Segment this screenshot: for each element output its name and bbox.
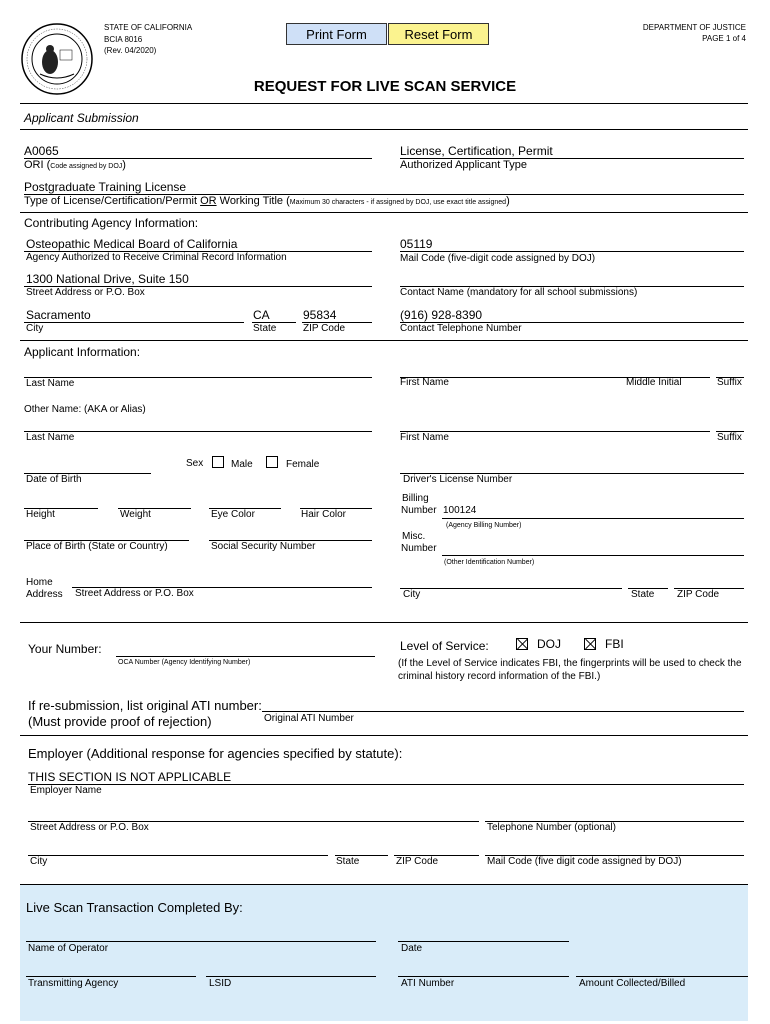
transmitting-agency-label: Transmitting Agency xyxy=(28,978,119,989)
employer-state-label: State xyxy=(336,856,360,867)
home-address-label: Home xyxy=(26,577,53,588)
level-of-service-label: Level of Service: xyxy=(400,639,489,653)
amount-collected-label: Amount Collected/Billed xyxy=(579,978,686,989)
ati-number-field[interactable] xyxy=(398,976,569,977)
agency-billing-number-label: (Agency Billing Number) xyxy=(446,522,522,529)
your-number-label: Your Number: xyxy=(28,642,102,656)
eye-color-label: Eye Color xyxy=(211,509,255,520)
department-label: DEPARTMENT OF JUSTICE xyxy=(642,23,746,32)
print-form-button[interactable]: Print Form xyxy=(286,23,387,45)
operator-name-field[interactable] xyxy=(26,941,376,942)
contributing-agency-heading: Contributing Agency Information: xyxy=(24,216,199,230)
billing-number-label: Billing xyxy=(402,493,429,504)
aka-suffix-label: Suffix xyxy=(717,432,742,443)
agency-address-label: Street Address or P.O. Box xyxy=(26,287,145,298)
agency-state-field[interactable]: CA xyxy=(253,308,270,322)
place-of-birth-label: Place of Birth (State or Country) xyxy=(26,541,168,552)
other-id-label: (Other Identification Number) xyxy=(444,559,535,566)
employer-name-field[interactable]: THIS SECTION IS NOT APPLICABLE xyxy=(28,770,232,784)
home-street-label: Street Address or P.O. Box xyxy=(75,588,194,599)
height-label: Height xyxy=(26,509,55,520)
female-label: Female xyxy=(286,459,320,470)
female-checkbox[interactable] xyxy=(266,456,278,468)
agency-zip-label: ZIP Code xyxy=(303,323,346,334)
employer-zip-label: ZIP Code xyxy=(396,856,439,867)
employer-heading: Employer (Additional response for agencies specified by statute): xyxy=(28,746,403,761)
license-type-label: Type of License/Certification/Permit OR Working Title (Maximum 30 characters - if assigned by DOJ, use exact title assigned) xyxy=(24,195,510,207)
billing-number-underline xyxy=(442,518,744,519)
last-name-label: Last Name xyxy=(26,378,75,389)
employer-city-label: City xyxy=(30,856,48,867)
applicant-info-heading: Applicant Information: xyxy=(24,345,141,359)
male-checkbox[interactable] xyxy=(212,456,224,468)
agency-zip-field[interactable]: 95834 xyxy=(303,308,337,322)
form-number: BCIA 8016 xyxy=(104,35,143,44)
weight-label: Weight xyxy=(120,509,151,520)
agency-address-field[interactable]: 1300 National Drive, Suite 150 xyxy=(26,272,189,286)
employer-city-field[interactable] xyxy=(28,855,328,856)
operator-name-label: Name of Operator xyxy=(28,943,109,954)
completed-by-heading: Live Scan Transaction Completed By: xyxy=(26,900,243,915)
billing-number-label-2: Number xyxy=(401,505,437,516)
aka-last-name-field[interactable] xyxy=(24,431,372,432)
fbi-label: FBI xyxy=(605,637,624,651)
last-name-field[interactable] xyxy=(24,377,372,378)
male-label: Male xyxy=(231,459,253,470)
reset-form-button[interactable]: Reset Form xyxy=(388,23,489,45)
mail-code-field[interactable]: 05119 xyxy=(400,237,433,251)
misc-number-field[interactable] xyxy=(442,555,744,556)
aka-last-name-label: Last Name xyxy=(26,432,75,443)
applicant-type-field[interactable]: License, Certification, Permit xyxy=(400,144,553,158)
employer-street-label: Street Address or P.O. Box xyxy=(30,822,149,833)
home-city-label: City xyxy=(403,589,421,600)
contact-phone-label: Contact Telephone Number xyxy=(400,323,522,334)
ori-label: ORI (Code assigned by DOJ) xyxy=(24,159,126,171)
first-name-label: First Name xyxy=(400,377,449,388)
divider xyxy=(20,340,748,341)
divider xyxy=(20,212,748,213)
contact-name-label: Contact Name (mandatory for all school submissions) xyxy=(400,287,638,298)
lsid-label: LSID xyxy=(209,978,232,989)
employer-mail-code-label: Mail Code (five digit code assigned by DOJ) xyxy=(487,856,682,867)
agency-city-underline xyxy=(24,322,244,323)
original-ati-field[interactable] xyxy=(262,711,744,712)
mail-code-underline xyxy=(400,251,744,252)
ssn-label: Social Security Number xyxy=(211,541,316,552)
amount-collected-field[interactable] xyxy=(576,976,748,977)
divider xyxy=(20,735,748,736)
original-ati-label: Original ATI Number xyxy=(264,713,354,724)
license-type-field[interactable]: Postgraduate Training License xyxy=(24,180,187,194)
fbi-checkbox[interactable] xyxy=(584,638,596,650)
completed-date-field[interactable] xyxy=(398,941,569,942)
home-city-field[interactable] xyxy=(400,588,622,589)
applicant-type-label: Authorized Applicant Type xyxy=(400,159,527,171)
transmitting-agency-field[interactable] xyxy=(26,976,196,977)
aka-first-name-label: First Name xyxy=(400,432,449,443)
resubmission-label: If re-submission, list original ATI number: xyxy=(28,698,262,713)
fbi-note-line2: criminal history record information of the FBI.) xyxy=(398,671,601,682)
dob-label: Date of Birth xyxy=(26,474,82,485)
divider xyxy=(20,129,748,130)
mail-code-label: Mail Code (five-digit code assigned by DOJ) xyxy=(400,253,596,264)
billing-number-field[interactable]: 100124 xyxy=(443,505,477,516)
form-revision: (Rev. 04/2020) xyxy=(104,46,157,55)
doj-label: DOJ xyxy=(537,637,561,651)
contact-phone-field[interactable]: (916) 928-8390 xyxy=(400,308,483,322)
hair-color-label: Hair Color xyxy=(301,509,347,520)
ati-number-label: ATI Number xyxy=(401,978,455,989)
middle-initial-label: Middle Initial xyxy=(626,377,682,388)
applicant-submission-heading: Applicant Submission xyxy=(24,111,139,125)
suffix-label: Suffix xyxy=(717,377,742,388)
home-state-label: State xyxy=(631,589,655,600)
divider xyxy=(20,622,748,623)
employer-name-underline xyxy=(28,784,744,785)
page-indicator: PAGE 1 of 4 xyxy=(702,34,746,43)
misc-number-label: Misc. xyxy=(402,531,426,542)
employer-phone-label: Telephone Number (optional) xyxy=(487,822,616,833)
home-address-label-2: Address xyxy=(26,589,63,600)
other-name-label: Other Name: (AKA or Alias) xyxy=(24,404,146,415)
employer-name-label: Employer Name xyxy=(30,785,102,796)
agency-state-label: State xyxy=(253,323,277,334)
agency-field[interactable]: Osteopathic Medical Board of California xyxy=(26,237,238,251)
drivers-license-label: Driver's License Number xyxy=(403,474,513,485)
oca-number-field[interactable] xyxy=(116,656,375,657)
form-title: REQUEST FOR LIVE SCAN SERVICE xyxy=(253,78,517,95)
home-zip-label: ZIP Code xyxy=(677,589,720,600)
resubmission-note: (Must provide proof of rejection) xyxy=(28,714,212,729)
completed-date-label: Date xyxy=(401,943,423,954)
agency-city-field[interactable]: Sacramento xyxy=(26,308,91,322)
sex-label: Sex xyxy=(186,458,204,469)
fbi-note-line1: (If the Level of Service indicates FBI, the fingerprints will be used to check the xyxy=(398,658,742,669)
state-label: STATE OF CALIFORNIA xyxy=(104,23,193,32)
misc-number-label-2: Number xyxy=(401,543,437,554)
divider xyxy=(20,103,748,104)
agency-city-label: City xyxy=(26,323,44,334)
doj-checkbox[interactable] xyxy=(516,638,528,650)
agency-label: Agency Authorized to Receive Criminal Record Information xyxy=(26,252,287,263)
oca-number-label: OCA Number (Agency Identifying Number) xyxy=(118,659,251,666)
lsid-field[interactable] xyxy=(206,976,376,977)
ori-field[interactable]: A0065 xyxy=(24,144,59,158)
